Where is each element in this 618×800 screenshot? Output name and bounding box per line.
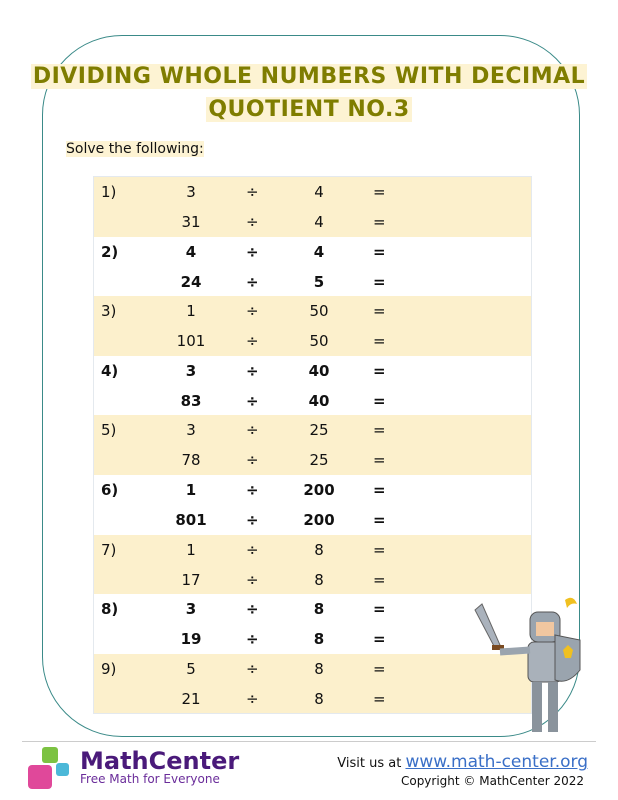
divide-sign: ÷ <box>246 421 259 440</box>
equals-sign: = <box>373 332 386 351</box>
divide-sign: ÷ <box>246 361 259 380</box>
equals-sign: = <box>373 540 386 559</box>
problem-row <box>94 326 531 356</box>
problem-9 <box>94 654 531 714</box>
divisor: 5 <box>313 272 325 291</box>
problem-row <box>94 505 531 535</box>
divisor: 50 <box>309 302 329 321</box>
visit-text <box>337 752 588 772</box>
equals-sign: = <box>373 302 386 321</box>
dividend: 801 <box>175 510 207 529</box>
problem-number: 8) <box>101 600 119 619</box>
equals-sign: = <box>373 183 386 201</box>
divide-sign: ÷ <box>246 272 259 291</box>
divide-sign: ÷ <box>246 540 259 559</box>
dividend: 21 <box>181 689 201 708</box>
problem-row <box>94 594 531 624</box>
problem-2 <box>94 237 531 297</box>
problem-5 <box>94 415 531 475</box>
divide-sign: ÷ <box>246 183 259 201</box>
divisor: 25 <box>309 421 329 440</box>
equals-sign: = <box>373 451 386 470</box>
problem-row <box>94 445 531 475</box>
divisor: 40 <box>308 391 330 410</box>
divide-sign: ÷ <box>246 689 259 708</box>
brand-name: MathCenter <box>80 747 240 775</box>
copyright: Copyright © MathCenter 2022 <box>400 774 584 788</box>
divide-sign: ÷ <box>246 302 259 321</box>
equals-sign: = <box>373 361 386 380</box>
dividend: 1 <box>185 480 197 499</box>
problem-row <box>94 535 531 565</box>
title-line-2 <box>0 97 618 122</box>
problem-table <box>93 176 532 714</box>
problem-row <box>94 415 531 445</box>
problem-number: 3) <box>101 302 117 321</box>
dividend: 83 <box>180 391 202 410</box>
problem-number: 9) <box>101 659 117 678</box>
problem-number: 5) <box>101 421 117 440</box>
divide-sign: ÷ <box>246 510 259 529</box>
visit-label: Visit us at <box>337 756 402 771</box>
problem-3 <box>94 296 531 356</box>
brand-tagline: Free Math for Everyone <box>80 772 220 786</box>
divide-sign: ÷ <box>246 630 259 649</box>
equals-sign: = <box>373 421 386 440</box>
problem-row <box>94 565 531 595</box>
problem-row <box>94 684 531 714</box>
divisor: 8 <box>314 570 324 589</box>
problem-number: 7) <box>101 540 117 559</box>
divisor: 8 <box>313 630 325 649</box>
problem-7 <box>94 535 531 595</box>
problem-row <box>94 624 531 654</box>
problem-number: 2) <box>101 242 119 261</box>
equals-sign: = <box>373 630 386 649</box>
divisor: 8 <box>314 659 324 678</box>
divisor: 4 <box>314 183 324 201</box>
dice-logo-icon <box>26 745 72 791</box>
problem-row <box>94 386 531 416</box>
equals-sign: = <box>373 242 386 261</box>
equals-sign: = <box>373 510 386 529</box>
problem-row <box>94 356 531 386</box>
instruction: Solve the following: <box>66 141 204 157</box>
dividend: 101 <box>176 332 206 351</box>
divide-sign: ÷ <box>246 480 259 499</box>
problem-4 <box>94 356 531 416</box>
title-line-1 <box>0 64 618 89</box>
divide-sign: ÷ <box>246 570 259 589</box>
equals-sign: = <box>373 480 386 499</box>
divisor: 4 <box>314 213 324 231</box>
divide-sign: ÷ <box>246 213 259 231</box>
dividend: 1 <box>186 540 196 559</box>
footer-divider <box>22 741 596 742</box>
divisor: 200 <box>303 480 335 499</box>
title-text-2: QUOTIENT NO.3 <box>208 97 410 122</box>
problem-row <box>94 177 531 207</box>
problem-row <box>94 296 531 326</box>
problem-row <box>94 654 531 684</box>
divide-sign: ÷ <box>246 451 259 470</box>
problem-row <box>94 237 531 267</box>
divisor: 25 <box>309 451 329 470</box>
divisor: 4 <box>313 242 325 261</box>
divisor: 8 <box>314 540 324 559</box>
problem-number: 4) <box>101 361 119 380</box>
problem-1 <box>94 177 531 237</box>
divide-sign: ÷ <box>246 391 259 410</box>
problem-row <box>94 475 531 505</box>
divide-sign: ÷ <box>246 332 259 351</box>
divide-sign: ÷ <box>246 600 259 619</box>
equals-sign: = <box>373 659 386 678</box>
problem-row <box>94 267 531 297</box>
equals-sign: = <box>373 213 386 231</box>
knight-illustration <box>470 590 585 740</box>
problem-6 <box>94 475 531 535</box>
website-link[interactable]: www.math-center.org <box>405 752 588 772</box>
equals-sign: = <box>373 600 386 619</box>
dividend: 78 <box>181 451 201 470</box>
dividend: 3 <box>186 421 196 440</box>
dividend: 3 <box>185 361 197 380</box>
title-text-1: DIVIDING WHOLE NUMBERS WITH DECIMAL <box>32 64 586 89</box>
divide-sign: ÷ <box>246 242 259 261</box>
divisor: 8 <box>314 689 324 708</box>
equals-sign: = <box>373 391 386 410</box>
dividend: 24 <box>180 272 202 291</box>
divisor: 40 <box>308 361 330 380</box>
dividend: 19 <box>180 630 202 649</box>
dividend: 17 <box>181 570 201 589</box>
equals-sign: = <box>373 272 386 291</box>
problem-number: 6) <box>101 480 119 499</box>
divisor: 200 <box>303 510 335 529</box>
equals-sign: = <box>373 570 386 589</box>
divide-sign: ÷ <box>246 659 259 678</box>
problem-number: 1) <box>101 183 117 201</box>
dividend: 3 <box>186 183 196 201</box>
dividend: 5 <box>186 659 196 678</box>
dividend: 4 <box>185 242 197 261</box>
dividend: 3 <box>185 600 197 619</box>
equals-sign: = <box>373 689 386 708</box>
problem-row <box>94 207 531 237</box>
dividend: 1 <box>186 302 196 321</box>
divisor: 50 <box>309 332 329 351</box>
problem-8 <box>94 594 531 654</box>
dividend: 31 <box>181 213 201 231</box>
divisor: 8 <box>313 600 325 619</box>
